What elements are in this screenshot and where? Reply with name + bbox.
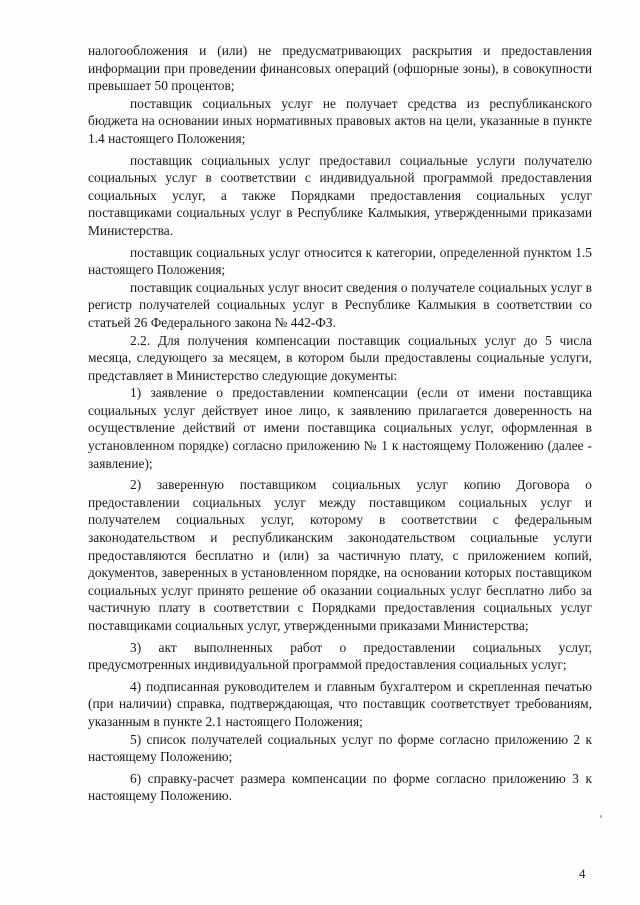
paragraph-offshore-continuation: налогообложения и (или) не предусматривающих раскрытия и предоставления информации при проведении финансовых операций (офшорные зоны), в совокупности превышает 50 процентов;	[88, 43, 592, 94]
scan-artifact	[600, 815, 602, 818]
paragraph-services-provided: поставщик социальных услуг предоставил социальные услуги получателю социальных услуг в соответствии с индивидуальной программой предоставления социальных услуг, а также Порядками предоставления социальных услуг поставщиками социальных услуг в Республике Калмыкия, утвержденными приказами Министерства.	[88, 152, 592, 238]
list-item-4-certificate: 4) подписанная руководителем и главным бухгалтером и скрепленная печатью (при наличии) справка, подтверждающая, что поставщик соответствует требованиям, указанным в пункте 2.1 настоящего Положения;	[88, 678, 592, 729]
paragraph-registry: поставщик социальных услуг вносит сведения о получателе социальных услуг в регистр получателей социальных услуг в Республике Калмыкия в соответствии со статьей 26 Федерального закона № 442-ФЗ.	[88, 279, 592, 330]
paragraph-category: поставщик социальных услуг относится к категории, определенной пунктом 1.5 настоящего Положения;	[88, 244, 592, 278]
list-item-2-contract-copy: 2) заверенную поставщиком социальных услуг копию Договора о предоставлении социальных услуг между поставщиком социальных услуг и получателем социальных услуг, которому в соответствии с федеральным законодательством и республиканским законодательством социальные услуги предоставляются бесплатно и (или) за частичную плату, с приложением копий, документов, заверенных в установленном порядке, на основании которых поставщиком социальных услуг принято решение об оказании социальных услуг бесплатно либо за частичную плату в соответствии с Порядками предоставления социальных услуг поставщиками социальных услуг, утвержденными приказами Министерства;	[88, 477, 592, 633]
paragraph-no-budget-funds: поставщик социальных услуг не получает средства из республиканского бюджета на основании иных нормативных правовых актов на цели, указанные в пункте 1.4 настоящего Положения;	[88, 95, 592, 146]
list-item-1-application: 1) заявление о предоставлении компенсации (если от имени поставщика социальных услуг действует иное лицо, к заявлению прилагается доверенность на осуществление действий от имени поставщика социальных услуг, оформленная в установленном порядке) согласно приложению № 1 к настоящему Положению (далее - заявление);	[88, 385, 592, 471]
paragraph-2-2-documents: 2.2. Для получения компенсации поставщик социальных услуг до 5 числа месяца, следующего за месяцем, в котором были предоставлены социальные услуги, представляет в Министерство следующие документы:	[88, 332, 592, 383]
document-body	[88, 42, 592, 805]
list-item-3-work-act: 3) акт выполненных работ о предоставлении социальных услуг, предусмотренных индивидуальной программой предоставления социальных услуг;	[88, 639, 592, 673]
page-number: 4	[579, 866, 586, 881]
list-item-6-calculation: 6) справку-расчет размера компенсации по форме согласно приложению 3 к настоящему Положению.	[88, 770, 592, 804]
list-item-5-recipients-list: 5) список получателей социальных услуг по форме согласно приложению 2 к настоящему Положению;	[88, 731, 592, 765]
